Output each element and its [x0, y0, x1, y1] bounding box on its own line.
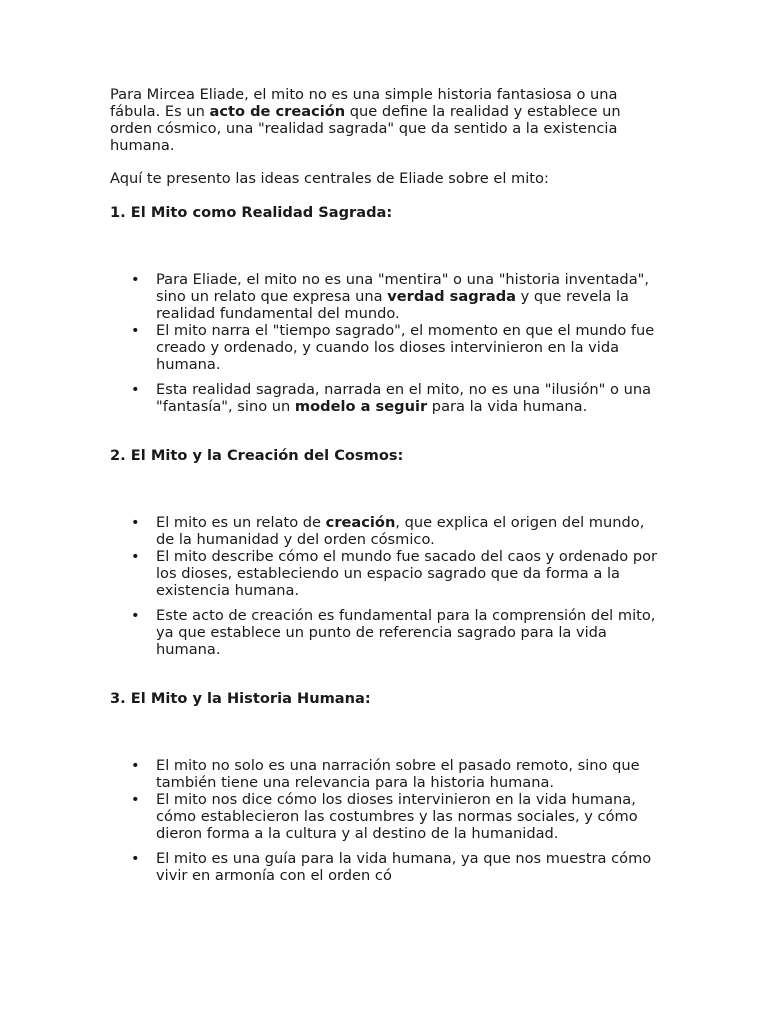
- item-text: Esta realidad sagrada, narrada en el mito, no es una "ilusión" o una "fantasía", sino un: [156, 381, 652, 415]
- list-item: [110, 514, 665, 548]
- item-text: El mito es una guía para la vida humana, ya que nos muestra cómo vivir en armonía con el orden có: [156, 850, 652, 884]
- list-item: [110, 271, 665, 322]
- section-3-list: [110, 757, 665, 884]
- section-heading-1: 1. El Mito como Realidad Sagrada:: [110, 204, 393, 221]
- intro-bold-phrase: acto de creación: [209, 103, 346, 120]
- item-text: El mito no solo es una narración sobre el pasado remoto, sino que también tiene una relevancia para la historia humana.: [156, 757, 640, 791]
- item-text: Para Eliade, el mito no es una "mentira" o una "historia inventada", sino un relato que expresa una: [156, 271, 649, 305]
- document-page: [110, 86, 665, 884]
- section-2-list: [110, 514, 665, 658]
- item-bold-phrase: creación: [325, 514, 396, 531]
- item-bold-phrase: verdad sagrada: [387, 288, 516, 305]
- item-bold-phrase: modelo a seguir: [294, 398, 428, 415]
- section-1-list: [110, 271, 665, 415]
- list-item: [110, 791, 665, 842]
- item-text-end: y que revela la realidad fundamental del mundo.: [156, 288, 629, 322]
- intro-text-a: Para Mircea Eliade, el mito no es una simple historia fantasiosa o una fábula. Es un: [110, 86, 618, 120]
- list-item: [110, 381, 665, 415]
- intro-text-c: que define la realidad y establece un orden cósmico, una "realidad sagrada" que da sentido a la existencia humana.: [110, 103, 621, 154]
- list-item: [110, 757, 665, 791]
- list-item: [110, 850, 665, 884]
- list-item: [110, 607, 665, 658]
- item-text-end: , que explica el origen del mundo, de la humanidad y del orden cósmico.: [156, 514, 645, 548]
- section-heading-3: 3. El Mito y la Historia Humana:: [110, 690, 371, 707]
- section-heading-2: 2. El Mito y la Creación del Cosmos:: [110, 447, 404, 464]
- list-item: [110, 548, 665, 599]
- item-text: El mito es un relato de: [156, 514, 326, 531]
- item-text-end: para la vida humana.: [427, 398, 588, 415]
- list-item: [110, 322, 665, 373]
- intro-paragraph: [110, 86, 665, 154]
- item-text: El mito narra el "tiempo sagrado", el momento en que el mundo fue creado y ordenado, y cuando los dioses intervinieron en la vida humana.: [156, 322, 655, 373]
- lead-paragraph: Aquí te presento las ideas centrales de Eliade sobre el mito:: [110, 170, 549, 187]
- item-text: El mito describe cómo el mundo fue sacado del caos y ordenado por los dioses, estableciendo un espacio sagrado que da forma a la existencia humana.: [156, 548, 658, 599]
- item-text: El mito nos dice cómo los dioses intervinieron en la vida humana, cómo establecieron las costumbres y las normas sociales, y cómo dieron forma a la cultura y al destino de la humanidad.: [156, 791, 638, 842]
- item-text: Este acto de creación es fundamental para la comprensión del mito, ya que establece un punto de referencia sagrado para la vida humana.: [156, 607, 656, 658]
